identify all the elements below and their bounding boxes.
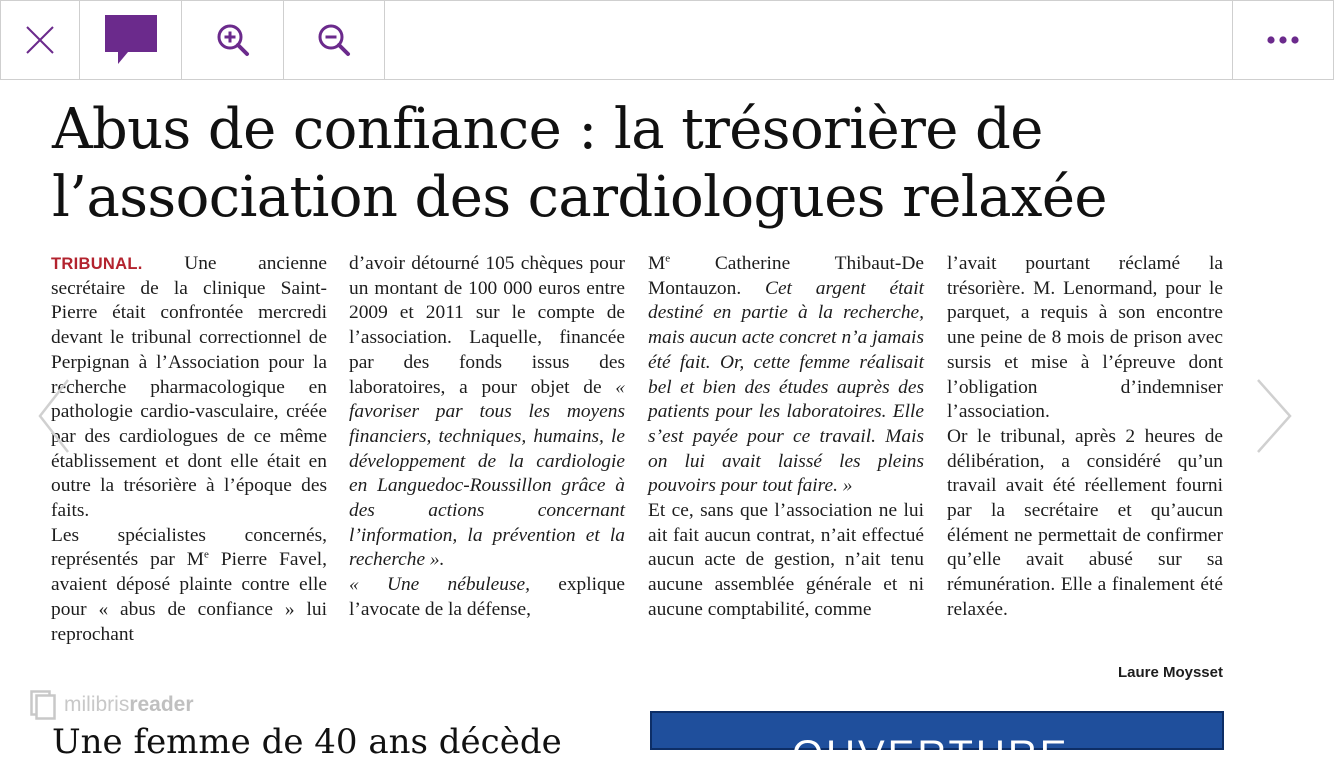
promo-banner xyxy=(650,711,1224,777)
paragraph-text: Catherine Thibaut-De Montauzon. xyxy=(648,253,924,299)
paragraph xyxy=(947,252,1223,425)
paragraph xyxy=(648,252,924,499)
paragraph-text: Pierre Favel, avaient déposé plainte contre elle pour « abus de confiance » lui reprochant xyxy=(51,549,327,645)
superscript: e xyxy=(665,252,671,265)
chevron-left-icon xyxy=(28,376,78,456)
article-kicker: TRIBUNAL. xyxy=(51,255,143,273)
quote-text: « favoriser par tous les moyens financiers, techniques, humains, le développement de la cardiologie en Languedoc-Roussillon grâce à des actions concernant l’information, la prévention et la recherche ». xyxy=(349,376,625,571)
chevron-right-icon xyxy=(1252,376,1302,456)
article-column-1 xyxy=(51,252,327,647)
more-icon xyxy=(1266,35,1300,45)
article-column-2 xyxy=(349,252,625,623)
next-page-button[interactable] xyxy=(1252,376,1302,456)
paragraph-text: d’avoir détourné 105 chèques pour un montant de 100 000 euros entre 2009 et 2011 sur le compte de l’association. Laquelle, financée par des fonds issus des laboratoires, a pour objet de xyxy=(349,253,625,398)
paragraph-text: explique l’avocate de la défense, xyxy=(349,574,626,620)
paragraph-text: Une ancienne secrétaire de la clinique Saint-Pierre était confrontée mercredi devant le tribunal correctionnel de Perpignan à l’Association pour la recherche pharmacologique en pathologie cardio-vasculaire, créée par des cardiologues de ce même établissement et dont elle était en outre la trésorière à l’époque des faits. xyxy=(51,253,327,522)
paragraph-text: M xyxy=(648,253,666,274)
article-byline: Laure Moysset xyxy=(1117,664,1223,681)
quote-text: « Une nébuleuse, xyxy=(349,574,530,596)
paragraph xyxy=(648,499,924,623)
watermark-part-2: reader xyxy=(129,693,194,716)
paragraph xyxy=(51,524,327,648)
paragraph-text: Les spécialistes concernés, représentés par M xyxy=(51,524,327,571)
zoom-out-button[interactable] xyxy=(284,1,385,79)
zoom-out-icon xyxy=(317,23,351,57)
headline-line-2: l’association des cardiologues relaxée xyxy=(52,165,1107,230)
paragraph xyxy=(349,252,625,573)
next-article-title: Une femme de 40 ans décède xyxy=(52,722,562,762)
zoom-in-icon xyxy=(216,23,250,57)
previous-page-button[interactable] xyxy=(28,376,78,456)
close-icon xyxy=(24,24,56,56)
paragraph-text: Et ce, sans que l’association ne lui ait fait aucun contrat, n’ait effectué aucun acte de gestion, n’ait tenu aucune assemblée générale et ni aucune comptabilité, comme xyxy=(648,500,924,620)
reader-toolbar xyxy=(0,0,1334,80)
quote-text: Cet argent était destiné en partie à la recherche, mais aucun acte concret n’a jamais été fait. Or, cette femme réalisait bel et bien des études auprès des patients pour les laboratoires. Elle s’est payée pour ce travail. Mais on lui avait laissé les pleins pouvoirs pour tout faire. » xyxy=(648,277,924,497)
paragraph xyxy=(51,252,327,524)
article-column-4 xyxy=(947,252,1223,623)
paragraph xyxy=(349,573,625,622)
superscript: e xyxy=(204,548,209,561)
paragraph-text: Or le tribunal, après 2 heures de délibération, a considéré qu’un travail avait été réellement fourni par la secrétaire et qu’aucun élément ne permettait de confirmer qu’elle avait abusé sur sa rémunération. Elle a finalement été relaxée. xyxy=(947,425,1223,620)
article-headline xyxy=(52,96,1252,232)
document-icon xyxy=(30,690,56,720)
comment-button[interactable] xyxy=(80,1,182,79)
paragraph xyxy=(947,425,1223,623)
watermark-text xyxy=(64,693,194,717)
zoom-in-button[interactable] xyxy=(182,1,284,79)
headline-line-1: Abus de confiance : la trésorière de xyxy=(52,97,1043,162)
comment-icon xyxy=(104,14,158,66)
article-column-3 xyxy=(648,252,924,623)
promo-text: OUVERTURE xyxy=(792,733,1070,777)
toolbar-spacer xyxy=(385,1,1232,79)
paragraph-text: l’avait pourtant réclamé la trésorière. M. Lenormand, pour le parquet, a requis à son encontre une peine de 8 mois de prison avec sursis et mise à l’épreuve dont l’obligation d’indemniser l’association. xyxy=(947,253,1223,423)
close-button[interactable] xyxy=(1,1,80,79)
watermark-part-1: milibris xyxy=(64,693,130,716)
more-button[interactable] xyxy=(1232,1,1333,79)
milibris-watermark xyxy=(30,690,194,720)
